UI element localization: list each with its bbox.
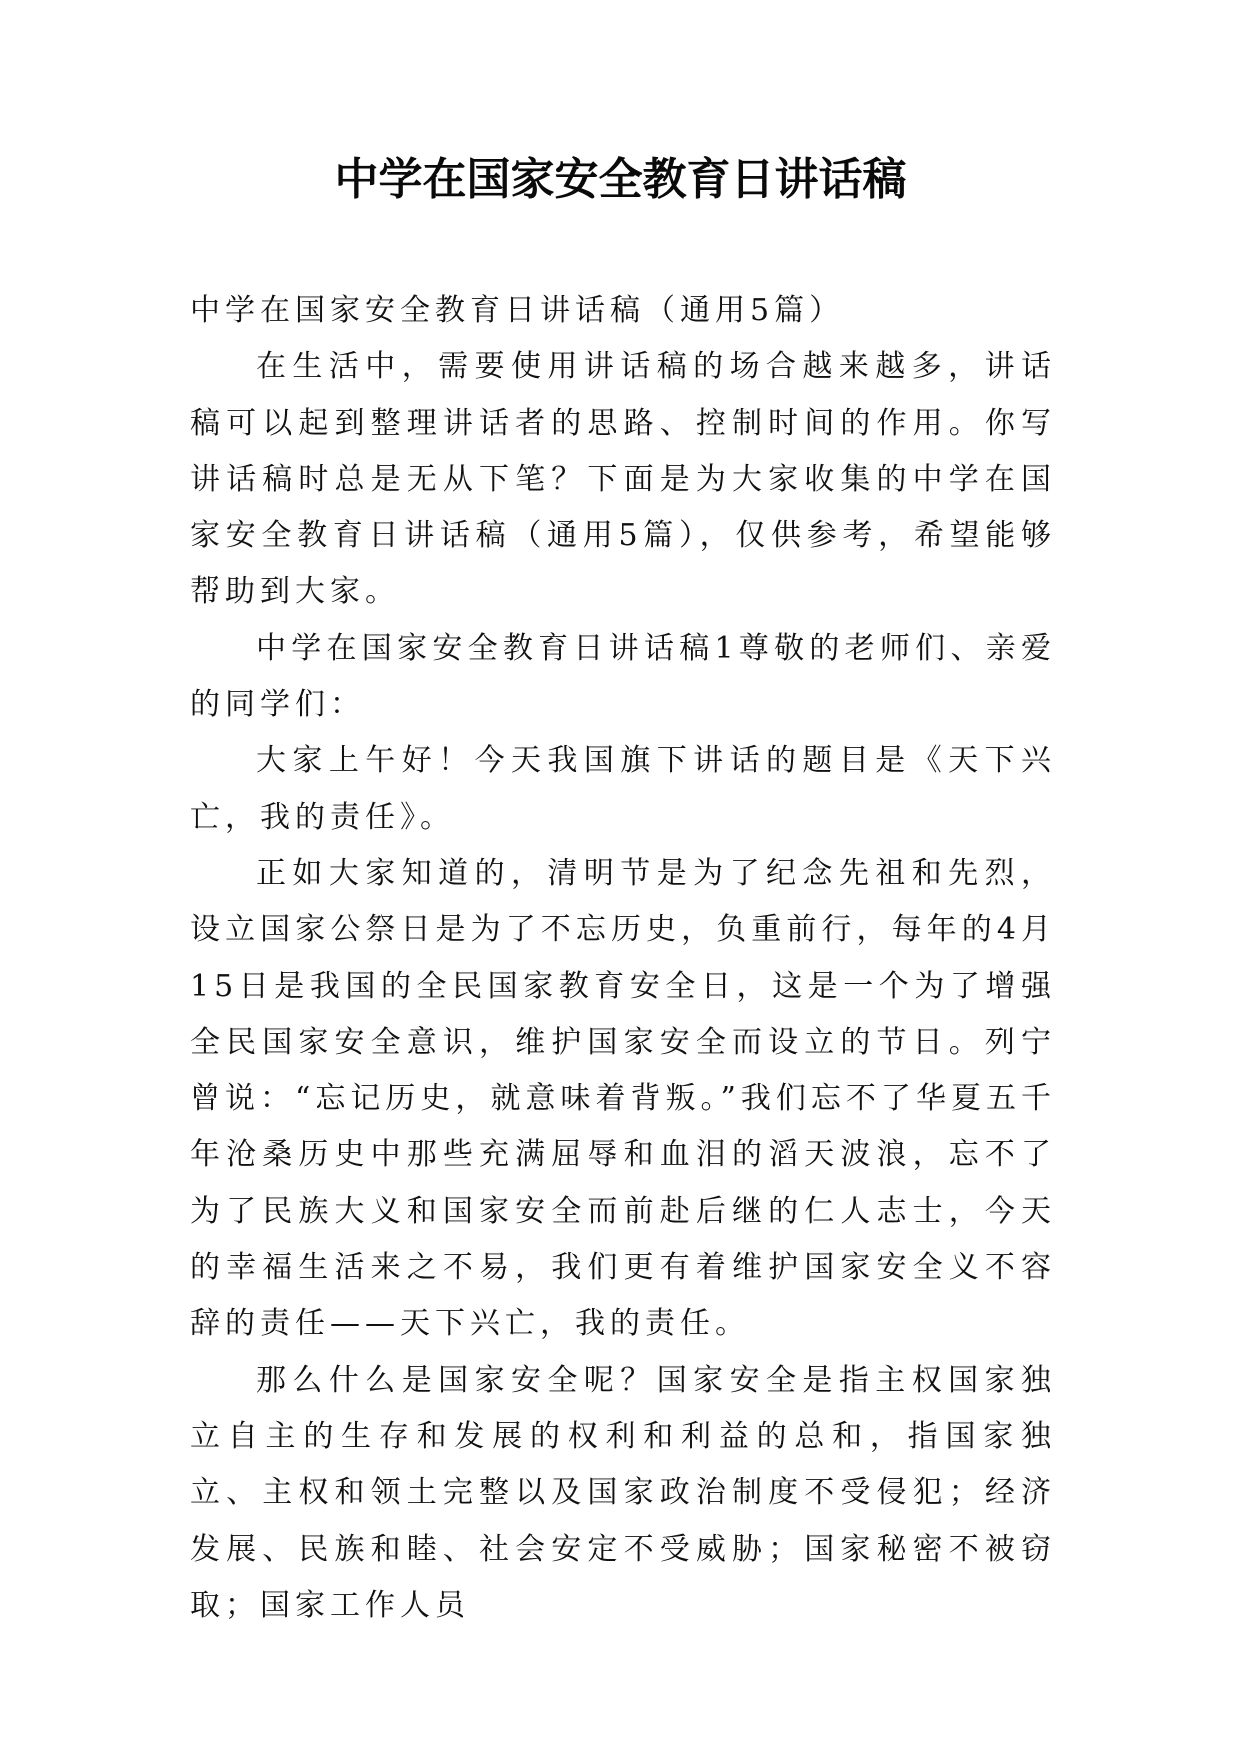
greeting-paragraph: 大家上午好！今天我国旗下讲话的题目是《天下兴亡，我的责任》。 <box>190 743 1056 835</box>
body-paragraph: 那么什么是国家安全呢？国家安全是指主权国家独立自主的生存和发展的权利和利益的总和，指国家独立、主权和领土完整以及国家政治制度不受侵犯；经济发展、民族和睦、社会安定不受威胁；国家秘密不被窃取；国家工作人员 <box>190 1362 1056 1623</box>
speech-heading-paragraph: 中学在国家安全教育日讲话稿1尊敬的老师们、亲爱的同学们： <box>190 630 1056 723</box>
document-title: 中学在国家安全教育日讲话稿 <box>334 154 907 205</box>
body-paragraph: 正如大家知道的，清明节是为了纪念先祖和先烈，设立国家公祭日是为了不忘历史，负重前行，每年的4月15日是我国的全民国家教育安全日，这是一个为了增强全民国家安全意识，维护国家安全而设立的节日。列宁曾说：“忘记历史，就意味着背叛。”我们忘不了华夏五千年沧桑历史中那些充满屈辱和血泪的滔天波浪，忘不了为了民族大义和国家安全而前赴后继的仁人志士，今天的幸福生活来之不易，我们更有着维护国家安全义不容辞的责任——天下兴亡，我的责任。 <box>190 855 1056 1342</box>
document-body <box>190 283 1056 1634</box>
subtitle-paragraph: 中学在国家安全教育日讲话稿（通用5篇） <box>190 293 845 328</box>
intro-paragraph: 在生活中，需要使用讲话稿的场合越来越多，讲话稿可以起到整理讲话者的思路、控制时间的作用。你写讲话稿时总是无从下笔？下面是为大家收集的中学在国家安全教育日讲话稿（通用5篇），仅供参考，希望能够帮助到大家。 <box>190 349 1056 610</box>
